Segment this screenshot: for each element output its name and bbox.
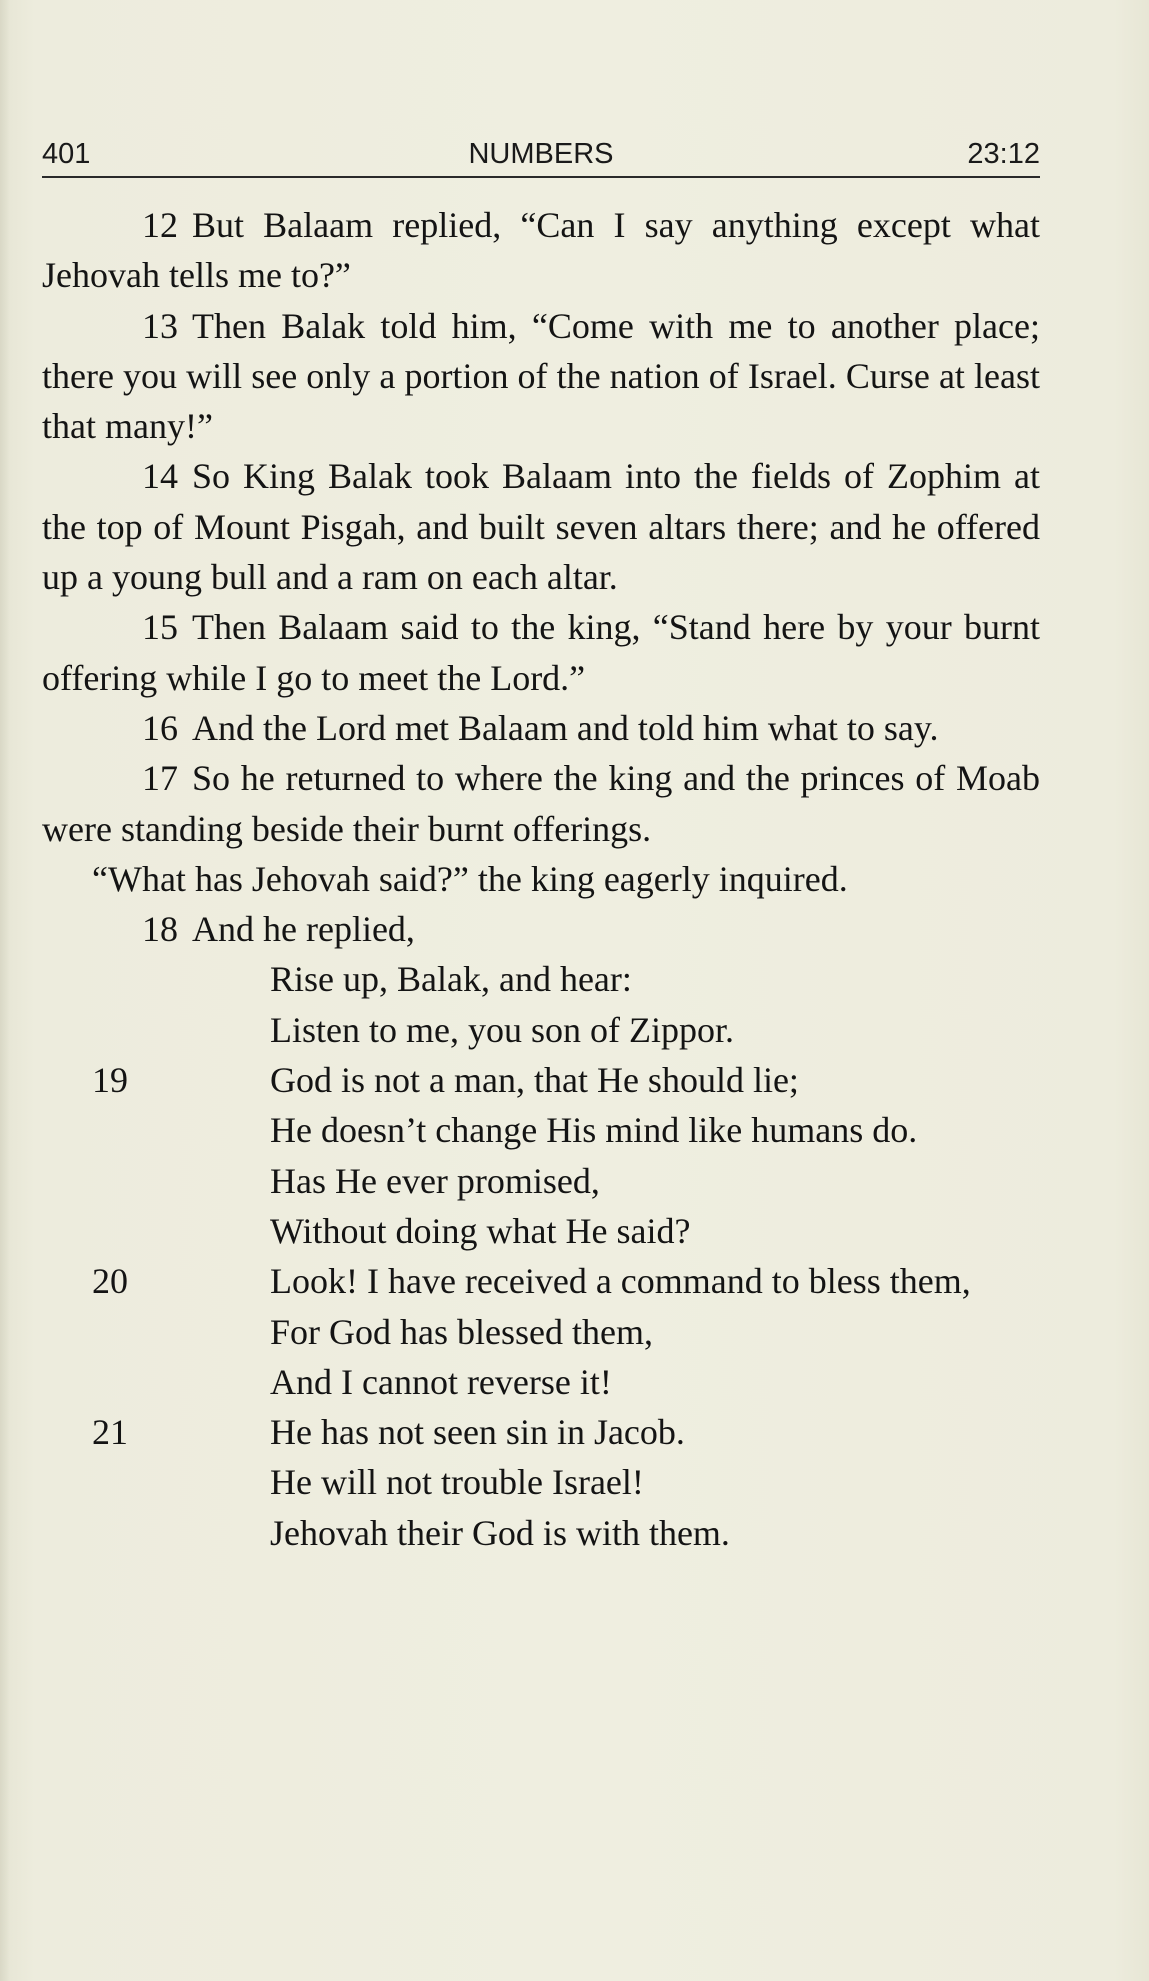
verse-paragraph (42, 602, 1040, 703)
spine-shadow (0, 0, 10, 1981)
poetry-text: He will not trouble Israel! (270, 1462, 644, 1503)
poetry-text: Without doing what He said? (270, 1210, 691, 1251)
verse-number: 14 (142, 456, 178, 497)
poetry-line (42, 1407, 1040, 1457)
verse-paragraph (42, 301, 1040, 452)
verse-paragraph (42, 904, 1040, 954)
header-rule (42, 176, 1040, 178)
poetry-line (42, 1307, 1040, 1357)
verse-text: Then Balak told him, “Come with me to another place; there you will see only a portion of the nation of Israel. Curse at least that many!” (42, 305, 1040, 447)
poetry-line (42, 954, 1040, 1004)
verse-number: 16 (142, 707, 178, 748)
verse-number: 12 (142, 205, 178, 245)
poetry-text: He has not seen sin in Jacob. (270, 1412, 685, 1453)
verse-text: Then Balaam said to the king, “Stand here by your burnt offering while I go to meet the Lord.” (42, 607, 1040, 698)
page-number: 401 (42, 138, 91, 170)
running-header (42, 133, 1040, 175)
verse-paragraph (42, 200, 1040, 301)
verse-text: “What has Jehovah said?” the king eagerly inquired. (92, 858, 848, 899)
poetry-text: Listen to me, you son of Zippor. (270, 1009, 734, 1050)
verse-number: 18 (142, 909, 178, 950)
chapter-verse-reference: 23:12 (967, 138, 1040, 170)
poetry-text: For God has blessed them, (270, 1311, 653, 1352)
poetry-line (42, 1357, 1040, 1407)
verse-number: 20 (92, 1261, 128, 1302)
poetry-text: He doesn’t change His mind like humans do. (270, 1110, 918, 1151)
poetry-text: God is not a man, that He should lie; (270, 1060, 799, 1101)
poetry-text: Has He ever promised, (270, 1160, 600, 1201)
poetry-text: Rise up, Balak, and hear: (270, 959, 632, 1000)
verse-number: 13 (142, 305, 178, 346)
verse-paragraph (42, 753, 1040, 854)
verse-number: 15 (142, 607, 178, 648)
poetry-line (42, 1005, 1040, 1055)
poetry-text: And I cannot reverse it! (270, 1361, 612, 1402)
poetry-line (42, 1508, 1040, 1558)
verse-number: 19 (92, 1060, 128, 1101)
verse-number: 21 (92, 1412, 128, 1453)
poetry-text: Look! I have received a command to bless them, (270, 1261, 971, 1302)
verse-paragraph (42, 703, 1040, 753)
book-title: NUMBERS (468, 138, 614, 170)
verse-text: But Balaam replied, “Can I say anything except what Jehovah tells me to?” (42, 205, 1040, 296)
poetry-line (42, 1105, 1040, 1155)
verse-paragraph (42, 451, 1040, 602)
poetry-line (42, 1206, 1040, 1256)
poetry-line (42, 1156, 1040, 1206)
verse-text: And the Lord met Balaam and told him what to say. (192, 707, 939, 748)
poetry-text: Jehovah their God is with them. (270, 1512, 730, 1553)
poetry-line (42, 1055, 1040, 1105)
verse-paragraph (42, 854, 1040, 904)
verse-number: 17 (142, 758, 178, 799)
verse-text: So he returned to where the king and the princes of Moab were standing beside their burnt offerings. (42, 758, 1040, 849)
poetry-line (42, 1256, 1040, 1306)
verse-text: And he replied, (192, 909, 415, 950)
verse-text: So King Balak took Balaam into the fields of Zophim at the top of Mount Pisgah, and built seven altars there; and he offered up a young bull and a ram on each altar. (42, 456, 1040, 598)
poetry-line (42, 1457, 1040, 1507)
scripture-text (42, 200, 1040, 1558)
